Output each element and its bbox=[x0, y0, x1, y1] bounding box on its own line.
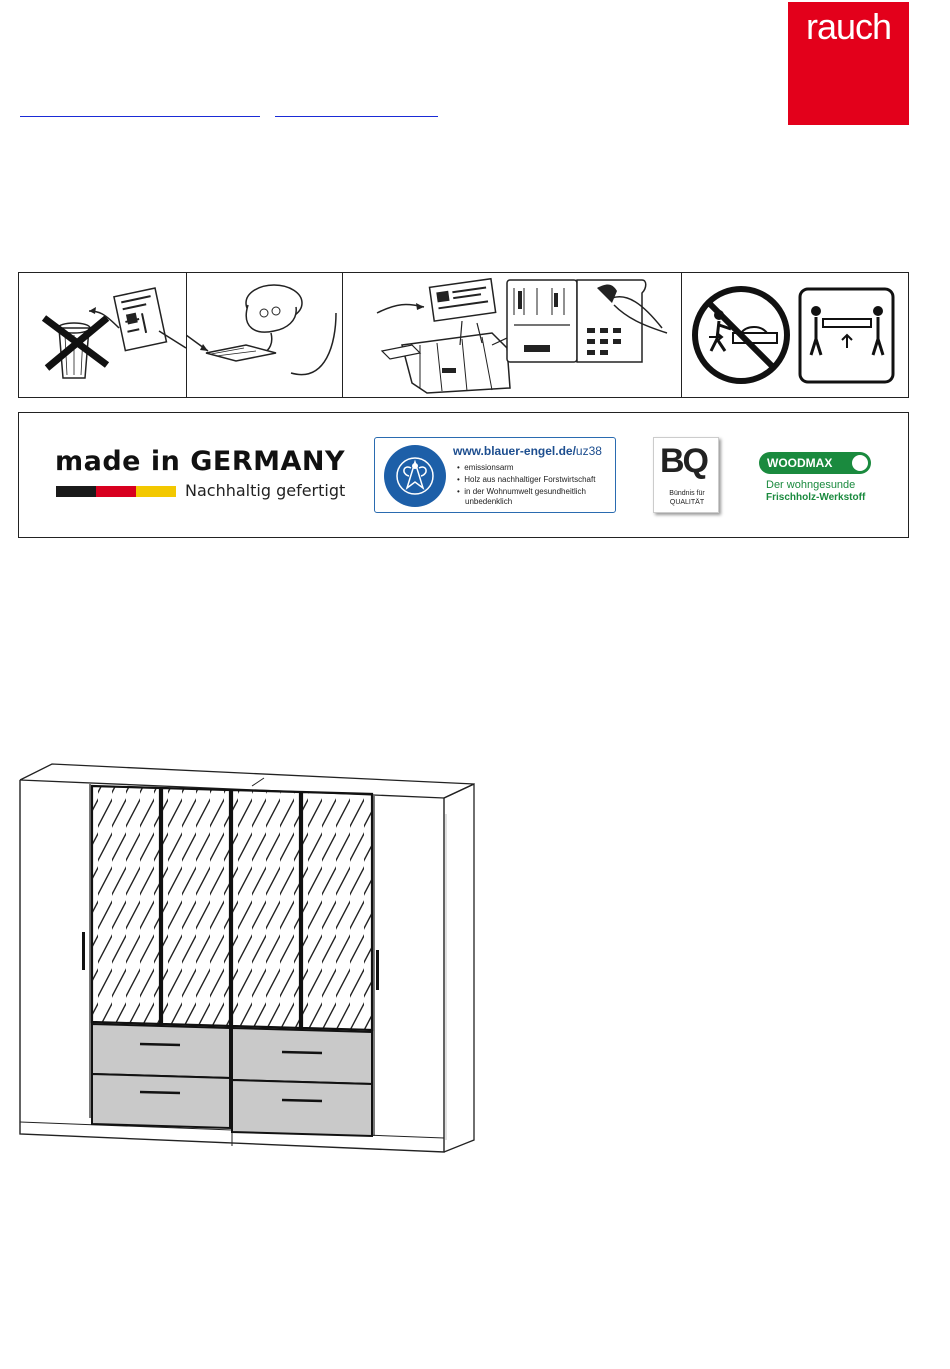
blauer-engel-url-host: www.blauer-engel.de/ bbox=[453, 444, 576, 458]
woodmax-dot-icon bbox=[852, 455, 868, 471]
flag-stripe-gold bbox=[136, 486, 176, 497]
woodmax-logo bbox=[759, 452, 871, 474]
lifting-instructions-cell bbox=[681, 273, 909, 397]
blauer-engel-label bbox=[374, 437, 616, 513]
folder-storage-icon bbox=[342, 273, 681, 397]
blauer-engel-url[interactable] bbox=[453, 444, 602, 458]
made-in-germany-subtitle: Nachhaltig gefertigt bbox=[185, 481, 346, 500]
dont-discard-instructions-cell bbox=[19, 273, 187, 397]
person-reading-icon bbox=[186, 273, 342, 397]
bq-quality-badge bbox=[653, 437, 719, 513]
read-instructions-cell bbox=[186, 273, 343, 397]
woodmax-line-1: Der wohngesunde bbox=[766, 479, 856, 491]
certification-labels-box bbox=[18, 412, 909, 538]
blauer-engel-url-code: uz38 bbox=[575, 444, 602, 458]
blauer-engel-seal-icon bbox=[383, 444, 447, 508]
bq-line-2: QUALITÄT bbox=[669, 499, 705, 506]
no-dragging-lift-icon bbox=[681, 273, 909, 397]
link-underline-2[interactable] bbox=[275, 102, 438, 117]
flag-stripe-black bbox=[56, 486, 96, 497]
bq-mark: BQ bbox=[660, 442, 707, 480]
rauch-logo-text: rauch bbox=[805, 6, 892, 47]
flag-stripe-red bbox=[96, 486, 136, 497]
bq-line-1: Bündnis für bbox=[669, 490, 705, 497]
blauer-engel-item: • in der Wohnumwelt gesundheitlich bbox=[457, 487, 586, 496]
rauch-logo bbox=[788, 2, 909, 125]
instruction-pictogram-strip bbox=[18, 272, 909, 398]
link-underline-1[interactable] bbox=[20, 102, 260, 117]
blauer-engel-item: unbedenklich bbox=[465, 497, 513, 506]
trash-crossed-icon bbox=[19, 273, 186, 397]
woodmax-line-2: Frischholz-Werkstoff bbox=[766, 492, 866, 503]
store-instructions-cell bbox=[342, 273, 682, 397]
woodmax-name: WOODMAX bbox=[767, 456, 833, 470]
wardrobe-product-drawing bbox=[14, 762, 484, 1160]
blauer-engel-item: • emissionsarm bbox=[457, 463, 514, 472]
blauer-engel-item: • Holz aus nachhaltiger Forstwirtschaft bbox=[457, 475, 596, 484]
made-in-germany-title: made in GERMANY bbox=[55, 446, 346, 477]
